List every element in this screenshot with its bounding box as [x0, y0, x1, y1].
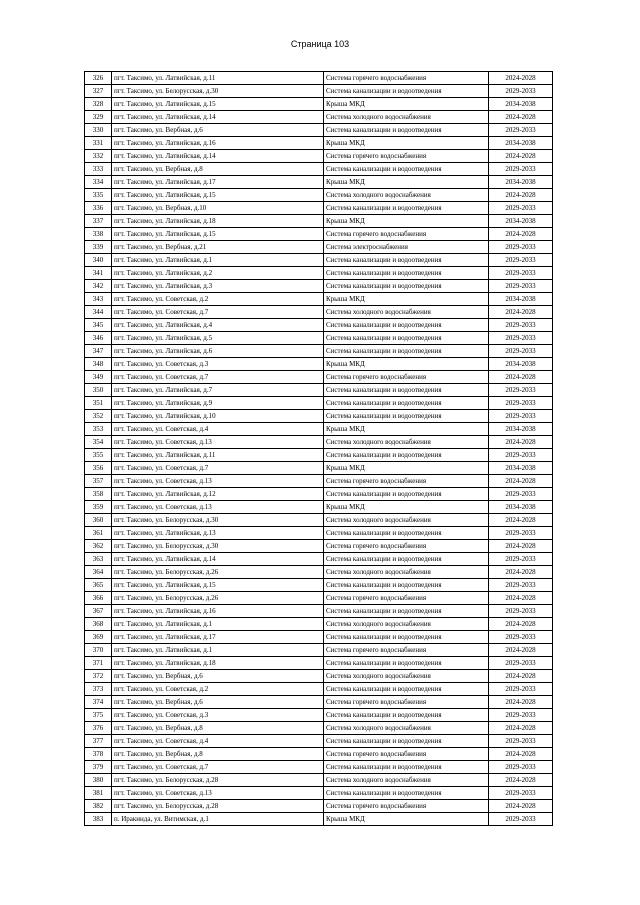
row-number-cell: 352: [85, 410, 112, 423]
system-cell: Система канализации и водоотведения: [324, 527, 489, 540]
address-cell: пгт. Таксимо, ул. Советская, д.13: [112, 787, 324, 800]
table-row: [85, 111, 553, 124]
period-cell: 2034-2038: [489, 501, 553, 514]
table-row: [85, 137, 553, 150]
system-cell: Система холодного водоснабжения: [324, 618, 489, 631]
address-cell: пгт. Таксимо, ул. Латвийская, д.13: [112, 527, 324, 540]
address-cell: пгт. Таксимо, ул. Латвийская, д.17: [112, 631, 324, 644]
table-row: [85, 488, 553, 501]
system-cell: Система канализации и водоотведения: [324, 657, 489, 670]
table-row: [85, 566, 553, 579]
period-cell: 2034-2038: [489, 98, 553, 111]
system-cell: Система канализации и водоотведения: [324, 124, 489, 137]
row-number-cell: 331: [85, 137, 112, 150]
address-cell: пгт. Таксимо, ул. Белорусская, д.30: [112, 514, 324, 527]
system-cell: Система канализации и водоотведения: [324, 631, 489, 644]
period-cell: 2024-2028: [489, 306, 553, 319]
period-cell: 2024-2028: [489, 436, 553, 449]
period-cell: 2029-2033: [489, 657, 553, 670]
period-cell: 2024-2028: [489, 722, 553, 735]
works-table: [84, 71, 553, 826]
table-row: [85, 72, 553, 85]
system-cell: Система холодного водоснабжения: [324, 189, 489, 202]
system-cell: Система канализации и водоотведения: [324, 709, 489, 722]
address-cell: пгт. Таксимо, ул. Латвийская, д.6: [112, 345, 324, 358]
system-cell: Система горячего водоснабжения: [324, 644, 489, 657]
period-cell: 2024-2028: [489, 371, 553, 384]
row-number-cell: 348: [85, 358, 112, 371]
period-cell: 2034-2038: [489, 423, 553, 436]
system-cell: Система горячего водоснабжения: [324, 696, 489, 709]
row-number-cell: 350: [85, 384, 112, 397]
address-cell: пгт. Таксимо, ул. Латвийская, д.11: [112, 449, 324, 462]
table-row: [85, 397, 553, 410]
period-cell: 2024-2028: [489, 800, 553, 813]
row-number-cell: 368: [85, 618, 112, 631]
address-cell: пгт. Таксимо, ул. Латвийская, д.14: [112, 111, 324, 124]
row-number-cell: 362: [85, 540, 112, 553]
table-row: [85, 228, 553, 241]
system-cell: Система канализации и водоотведения: [324, 683, 489, 696]
table-row: [85, 787, 553, 800]
address-cell: пгт. Таксимо, ул. Советская, д.2: [112, 683, 324, 696]
address-cell: пгт. Таксимо, ул. Советская, д.7: [112, 306, 324, 319]
address-cell: пгт. Таксимо, ул. Белорусская, д.30: [112, 540, 324, 553]
address-cell: пгт. Таксимо, ул. Латвийская, д.5: [112, 332, 324, 345]
period-cell: 2024-2028: [489, 228, 553, 241]
system-cell: Система горячего водоснабжения: [324, 800, 489, 813]
period-cell: 2029-2033: [489, 527, 553, 540]
address-cell: пгт. Таксимо, ул. Вербная, д.6: [112, 696, 324, 709]
system-cell: Система канализации и водоотведения: [324, 787, 489, 800]
period-cell: 2034-2038: [489, 293, 553, 306]
row-number-cell: 377: [85, 735, 112, 748]
table-row: [85, 670, 553, 683]
row-number-cell: 332: [85, 150, 112, 163]
system-cell: Система канализации и водоотведения: [324, 449, 489, 462]
address-cell: пгт. Таксимо, ул. Советская, д.7: [112, 761, 324, 774]
period-cell: 2029-2033: [489, 449, 553, 462]
address-cell: пгт. Таксимо, ул. Вербная, д.21: [112, 241, 324, 254]
row-number-cell: 372: [85, 670, 112, 683]
table-row: [85, 800, 553, 813]
address-cell: пгт. Таксимо, ул. Латвийская, д.18: [112, 657, 324, 670]
address-cell: п. Иракинда, ул. Витимская, д.1: [112, 813, 324, 826]
address-cell: пгт. Таксимо, ул. Латвийская, д.15: [112, 579, 324, 592]
system-cell: Система канализации и водоотведения: [324, 397, 489, 410]
table-row: [85, 371, 553, 384]
row-number-cell: 337: [85, 215, 112, 228]
system-cell: Крыша МКД: [324, 176, 489, 189]
period-cell: 2024-2028: [489, 189, 553, 202]
system-cell: Крыша МКД: [324, 358, 489, 371]
address-cell: пгт. Таксимо, ул. Латвийская, д.9: [112, 397, 324, 410]
table-row: [85, 748, 553, 761]
period-cell: 2034-2038: [489, 137, 553, 150]
row-number-cell: 333: [85, 163, 112, 176]
address-cell: пгт. Таксимо, ул. Латвийская, д.3: [112, 280, 324, 293]
period-cell: 2024-2028: [489, 696, 553, 709]
period-cell: 2029-2033: [489, 605, 553, 618]
row-number-cell: 345: [85, 319, 112, 332]
period-cell: 2029-2033: [489, 163, 553, 176]
table-row: [85, 618, 553, 631]
row-number-cell: 360: [85, 514, 112, 527]
table-row: [85, 436, 553, 449]
table-row: [85, 449, 553, 462]
period-cell: 2024-2028: [489, 540, 553, 553]
period-cell: 2024-2028: [489, 72, 553, 85]
table-row: [85, 202, 553, 215]
system-cell: Система горячего водоснабжения: [324, 540, 489, 553]
period-cell: 2024-2028: [489, 618, 553, 631]
system-cell: Система электроснабжения: [324, 241, 489, 254]
system-cell: Система холодного водоснабжения: [324, 722, 489, 735]
system-cell: Система холодного водоснабжения: [324, 306, 489, 319]
period-cell: 2024-2028: [489, 150, 553, 163]
system-cell: Система канализации и водоотведения: [324, 345, 489, 358]
system-cell: Система канализации и водоотведения: [324, 85, 489, 98]
address-cell: пгт. Таксимо, ул. Белорусская, д.28: [112, 800, 324, 813]
address-cell: пгт. Таксимо, ул. Вербная, д.8: [112, 163, 324, 176]
table-row: [85, 657, 553, 670]
address-cell: пгт. Таксимо, ул. Латвийская, д.14: [112, 553, 324, 566]
address-cell: пгт. Таксимо, ул. Латвийская, д.14: [112, 150, 324, 163]
system-cell: Система канализации и водоотведения: [324, 319, 489, 332]
table-row: [85, 254, 553, 267]
row-number-cell: 354: [85, 436, 112, 449]
row-number-cell: 329: [85, 111, 112, 124]
row-number-cell: 374: [85, 696, 112, 709]
row-number-cell: 369: [85, 631, 112, 644]
address-cell: пгт. Таксимо, ул. Латвийская, д.16: [112, 605, 324, 618]
address-cell: пгт. Таксимо, ул. Советская, д.4: [112, 735, 324, 748]
table-row: [85, 345, 553, 358]
system-cell: Система холодного водоснабжения: [324, 111, 489, 124]
system-cell: Система канализации и водоотведения: [324, 254, 489, 267]
system-cell: Система канализации и водоотведения: [324, 202, 489, 215]
row-number-cell: 364: [85, 566, 112, 579]
system-cell: Крыша МКД: [324, 293, 489, 306]
page-title: Страница 103: [290, 39, 350, 49]
address-cell: пгт. Таксимо, ул. Латвийская, д.10: [112, 410, 324, 423]
table-row: [85, 540, 553, 553]
row-number-cell: 376: [85, 722, 112, 735]
period-cell: 2024-2028: [489, 670, 553, 683]
table-row: [85, 267, 553, 280]
period-cell: 2024-2028: [489, 566, 553, 579]
address-cell: пгт. Таксимо, ул. Белорусская, д.26: [112, 566, 324, 579]
table-row: [85, 527, 553, 540]
row-number-cell: 382: [85, 800, 112, 813]
system-cell: Система канализации и водоотведения: [324, 384, 489, 397]
table-row: [85, 280, 553, 293]
row-number-cell: 339: [85, 241, 112, 254]
table-row: [85, 592, 553, 605]
row-number-cell: 341: [85, 267, 112, 280]
system-cell: Система канализации и водоотведения: [324, 735, 489, 748]
address-cell: пгт. Таксимо, ул. Латвийская, д.1: [112, 618, 324, 631]
table-row: [85, 813, 553, 826]
row-number-cell: 346: [85, 332, 112, 345]
row-number-cell: 381: [85, 787, 112, 800]
system-cell: Крыша МКД: [324, 813, 489, 826]
period-cell: 2029-2033: [489, 254, 553, 267]
system-cell: Система канализации и водоотведения: [324, 579, 489, 592]
row-number-cell: 349: [85, 371, 112, 384]
table-row: [85, 124, 553, 137]
address-cell: пгт. Таксимо, ул. Советская, д.13: [112, 475, 324, 488]
system-cell: Система горячего водоснабжения: [324, 475, 489, 488]
system-cell: Система холодного водоснабжения: [324, 670, 489, 683]
system-cell: Крыша МКД: [324, 98, 489, 111]
row-number-cell: 378: [85, 748, 112, 761]
row-number-cell: 370: [85, 644, 112, 657]
row-number-cell: 380: [85, 774, 112, 787]
period-cell: 2029-2033: [489, 384, 553, 397]
table-row: [85, 683, 553, 696]
system-cell: Система канализации и водоотведения: [324, 605, 489, 618]
row-number-cell: 340: [85, 254, 112, 267]
system-cell: Крыша МКД: [324, 215, 489, 228]
system-cell: Система канализации и водоотведения: [324, 410, 489, 423]
table-row: [85, 150, 553, 163]
period-cell: 2024-2028: [489, 748, 553, 761]
works-table-body: [85, 72, 553, 826]
system-cell: Система горячего водоснабжения: [324, 228, 489, 241]
period-cell: 2029-2033: [489, 761, 553, 774]
period-cell: 2029-2033: [489, 241, 553, 254]
period-cell: 2029-2033: [489, 813, 553, 826]
table-row: [85, 332, 553, 345]
table-row: [85, 384, 553, 397]
system-cell: Система холодного водоснабжения: [324, 774, 489, 787]
table-row: [85, 579, 553, 592]
period-cell: 2024-2028: [489, 774, 553, 787]
row-number-cell: 335: [85, 189, 112, 202]
address-cell: пгт. Таксимо, ул. Советская, д.3: [112, 358, 324, 371]
period-cell: 2024-2028: [489, 475, 553, 488]
address-cell: пгт. Таксимо, ул. Латвийская, д.7: [112, 384, 324, 397]
period-cell: 2029-2033: [489, 319, 553, 332]
row-number-cell: 366: [85, 592, 112, 605]
address-cell: пгт. Таксимо, ул. Вербная, д.8: [112, 722, 324, 735]
address-cell: пгт. Таксимо, ул. Вербная, д.6: [112, 124, 324, 137]
row-number-cell: 356: [85, 462, 112, 475]
table-row: [85, 215, 553, 228]
table-row: [85, 163, 553, 176]
table-row: [85, 605, 553, 618]
table-row: [85, 293, 553, 306]
address-cell: пгт. Таксимо, ул. Латвийская, д.1: [112, 644, 324, 657]
address-cell: пгт. Таксимо, ул. Белорусская, д.30: [112, 85, 324, 98]
row-number-cell: 344: [85, 306, 112, 319]
row-number-cell: 343: [85, 293, 112, 306]
period-cell: 2024-2028: [489, 592, 553, 605]
table-row: [85, 501, 553, 514]
row-number-cell: 353: [85, 423, 112, 436]
address-cell: пгт. Таксимо, ул. Вербная, д.6: [112, 670, 324, 683]
period-cell: 2029-2033: [489, 735, 553, 748]
table-row: [85, 696, 553, 709]
row-number-cell: 326: [85, 72, 112, 85]
row-number-cell: 336: [85, 202, 112, 215]
table-row: [85, 722, 553, 735]
address-cell: пгт. Таксимо, ул. Латвийская, д.11: [112, 72, 324, 85]
period-cell: 2029-2033: [489, 787, 553, 800]
system-cell: Система холодного водоснабжения: [324, 514, 489, 527]
period-cell: 2029-2033: [489, 631, 553, 644]
address-cell: пгт. Таксимо, ул. Латвийская, д.15: [112, 189, 324, 202]
system-cell: Система горячего водоснабжения: [324, 592, 489, 605]
system-cell: Система канализации и водоотведения: [324, 761, 489, 774]
row-number-cell: 365: [85, 579, 112, 592]
table-row: [85, 241, 553, 254]
table-row: [85, 709, 553, 722]
period-cell: 2029-2033: [489, 85, 553, 98]
period-cell: 2029-2033: [489, 579, 553, 592]
period-cell: 2029-2033: [489, 345, 553, 358]
period-cell: 2029-2033: [489, 709, 553, 722]
address-cell: пгт. Таксимо, ул. Латвийская, д.15: [112, 98, 324, 111]
row-number-cell: 327: [85, 85, 112, 98]
system-cell: Система горячего водоснабжения: [324, 72, 489, 85]
system-cell: Крыша МКД: [324, 462, 489, 475]
table-row: [85, 189, 553, 202]
table-row: [85, 735, 553, 748]
table-row: [85, 85, 553, 98]
period-cell: 2024-2028: [489, 514, 553, 527]
address-cell: пгт. Таксимо, ул. Латвийская, д.2: [112, 267, 324, 280]
address-cell: пгт. Таксимо, ул. Латвийская, д.15: [112, 228, 324, 241]
period-cell: 2029-2033: [489, 397, 553, 410]
row-number-cell: 358: [85, 488, 112, 501]
row-number-cell: 355: [85, 449, 112, 462]
row-number-cell: 383: [85, 813, 112, 826]
row-number-cell: 342: [85, 280, 112, 293]
system-cell: Система горячего водоснабжения: [324, 748, 489, 761]
table-row: [85, 98, 553, 111]
system-cell: Крыша МКД: [324, 501, 489, 514]
address-cell: пгт. Таксимо, ул. Белорусская, д.28: [112, 774, 324, 787]
address-cell: пгт. Таксимо, ул. Латвийская, д.12: [112, 488, 324, 501]
table-row: [85, 631, 553, 644]
system-cell: Система канализации и водоотведения: [324, 280, 489, 293]
system-cell: Система канализации и водоотведения: [324, 163, 489, 176]
table-row: [85, 462, 553, 475]
table-row: [85, 306, 553, 319]
system-cell: Система горячего водоснабжения: [324, 371, 489, 384]
row-number-cell: 361: [85, 527, 112, 540]
address-cell: пгт. Таксимо, ул. Советская, д.7: [112, 462, 324, 475]
row-number-cell: 379: [85, 761, 112, 774]
row-number-cell: 334: [85, 176, 112, 189]
period-cell: 2029-2033: [489, 410, 553, 423]
period-cell: 2029-2033: [489, 202, 553, 215]
period-cell: 2029-2033: [489, 332, 553, 345]
row-number-cell: 351: [85, 397, 112, 410]
address-cell: пгт. Таксимо, ул. Советская, д.7: [112, 371, 324, 384]
row-number-cell: 338: [85, 228, 112, 241]
system-cell: Система канализации и водоотведения: [324, 553, 489, 566]
row-number-cell: 367: [85, 605, 112, 618]
address-cell: пгт. Таксимо, ул. Латвийская, д.18: [112, 215, 324, 228]
table-row: [85, 475, 553, 488]
table-row: [85, 514, 553, 527]
period-cell: 2024-2028: [489, 644, 553, 657]
system-cell: Система канализации и водоотведения: [324, 267, 489, 280]
period-cell: 2029-2033: [489, 124, 553, 137]
period-cell: 2029-2033: [489, 280, 553, 293]
row-number-cell: 357: [85, 475, 112, 488]
row-number-cell: 328: [85, 98, 112, 111]
address-cell: пгт. Таксимо, ул. Латвийская, д.1: [112, 254, 324, 267]
address-cell: пгт. Таксимо, ул. Вербная, д.8: [112, 748, 324, 761]
address-cell: пгт. Таксимо, ул. Советская, д.2: [112, 293, 324, 306]
system-cell: Крыша МКД: [324, 137, 489, 150]
period-cell: 2034-2038: [489, 462, 553, 475]
system-cell: Система холодного водоснабжения: [324, 566, 489, 579]
address-cell: пгт. Таксимо, ул. Советская, д.13: [112, 501, 324, 514]
address-cell: пгт. Таксимо, ул. Белорусская, д.26: [112, 592, 324, 605]
system-cell: Система канализации и водоотведения: [324, 332, 489, 345]
row-number-cell: 375: [85, 709, 112, 722]
table-row: [85, 423, 553, 436]
row-number-cell: 330: [85, 124, 112, 137]
period-cell: 2029-2033: [489, 683, 553, 696]
address-cell: пгт. Таксимо, ул. Латвийская, д.16: [112, 137, 324, 150]
row-number-cell: 363: [85, 553, 112, 566]
row-number-cell: 359: [85, 501, 112, 514]
table-row: [85, 410, 553, 423]
table-row: [85, 761, 553, 774]
table-row: [85, 774, 553, 787]
address-cell: пгт. Таксимо, ул. Советская, д.4: [112, 423, 324, 436]
table-row: [85, 553, 553, 566]
system-cell: Система горячего водоснабжения: [324, 150, 489, 163]
address-cell: пгт. Таксимо, ул. Вербная, д.10: [112, 202, 324, 215]
period-cell: 2034-2038: [489, 215, 553, 228]
system-cell: Крыша МКД: [324, 423, 489, 436]
period-cell: 2029-2033: [489, 267, 553, 280]
system-cell: Система холодного водоснабжения: [324, 436, 489, 449]
address-cell: пгт. Таксимо, ул. Советская, д.3: [112, 709, 324, 722]
row-number-cell: 371: [85, 657, 112, 670]
row-number-cell: 373: [85, 683, 112, 696]
table-row: [85, 176, 553, 189]
address-cell: пгт. Таксимо, ул. Латвийская, д.4: [112, 319, 324, 332]
table-row: [85, 319, 553, 332]
address-cell: пгт. Таксимо, ул. Советская, д.13: [112, 436, 324, 449]
period-cell: 2034-2038: [489, 358, 553, 371]
row-number-cell: 347: [85, 345, 112, 358]
period-cell: 2024-2028: [489, 111, 553, 124]
period-cell: 2034-2038: [489, 176, 553, 189]
table-row: [85, 358, 553, 371]
period-cell: 2029-2033: [489, 488, 553, 501]
table-row: [85, 644, 553, 657]
system-cell: Система канализации и водоотведения: [324, 488, 489, 501]
address-cell: пгт. Таксимо, ул. Латвийская, д.17: [112, 176, 324, 189]
period-cell: 2029-2033: [489, 553, 553, 566]
